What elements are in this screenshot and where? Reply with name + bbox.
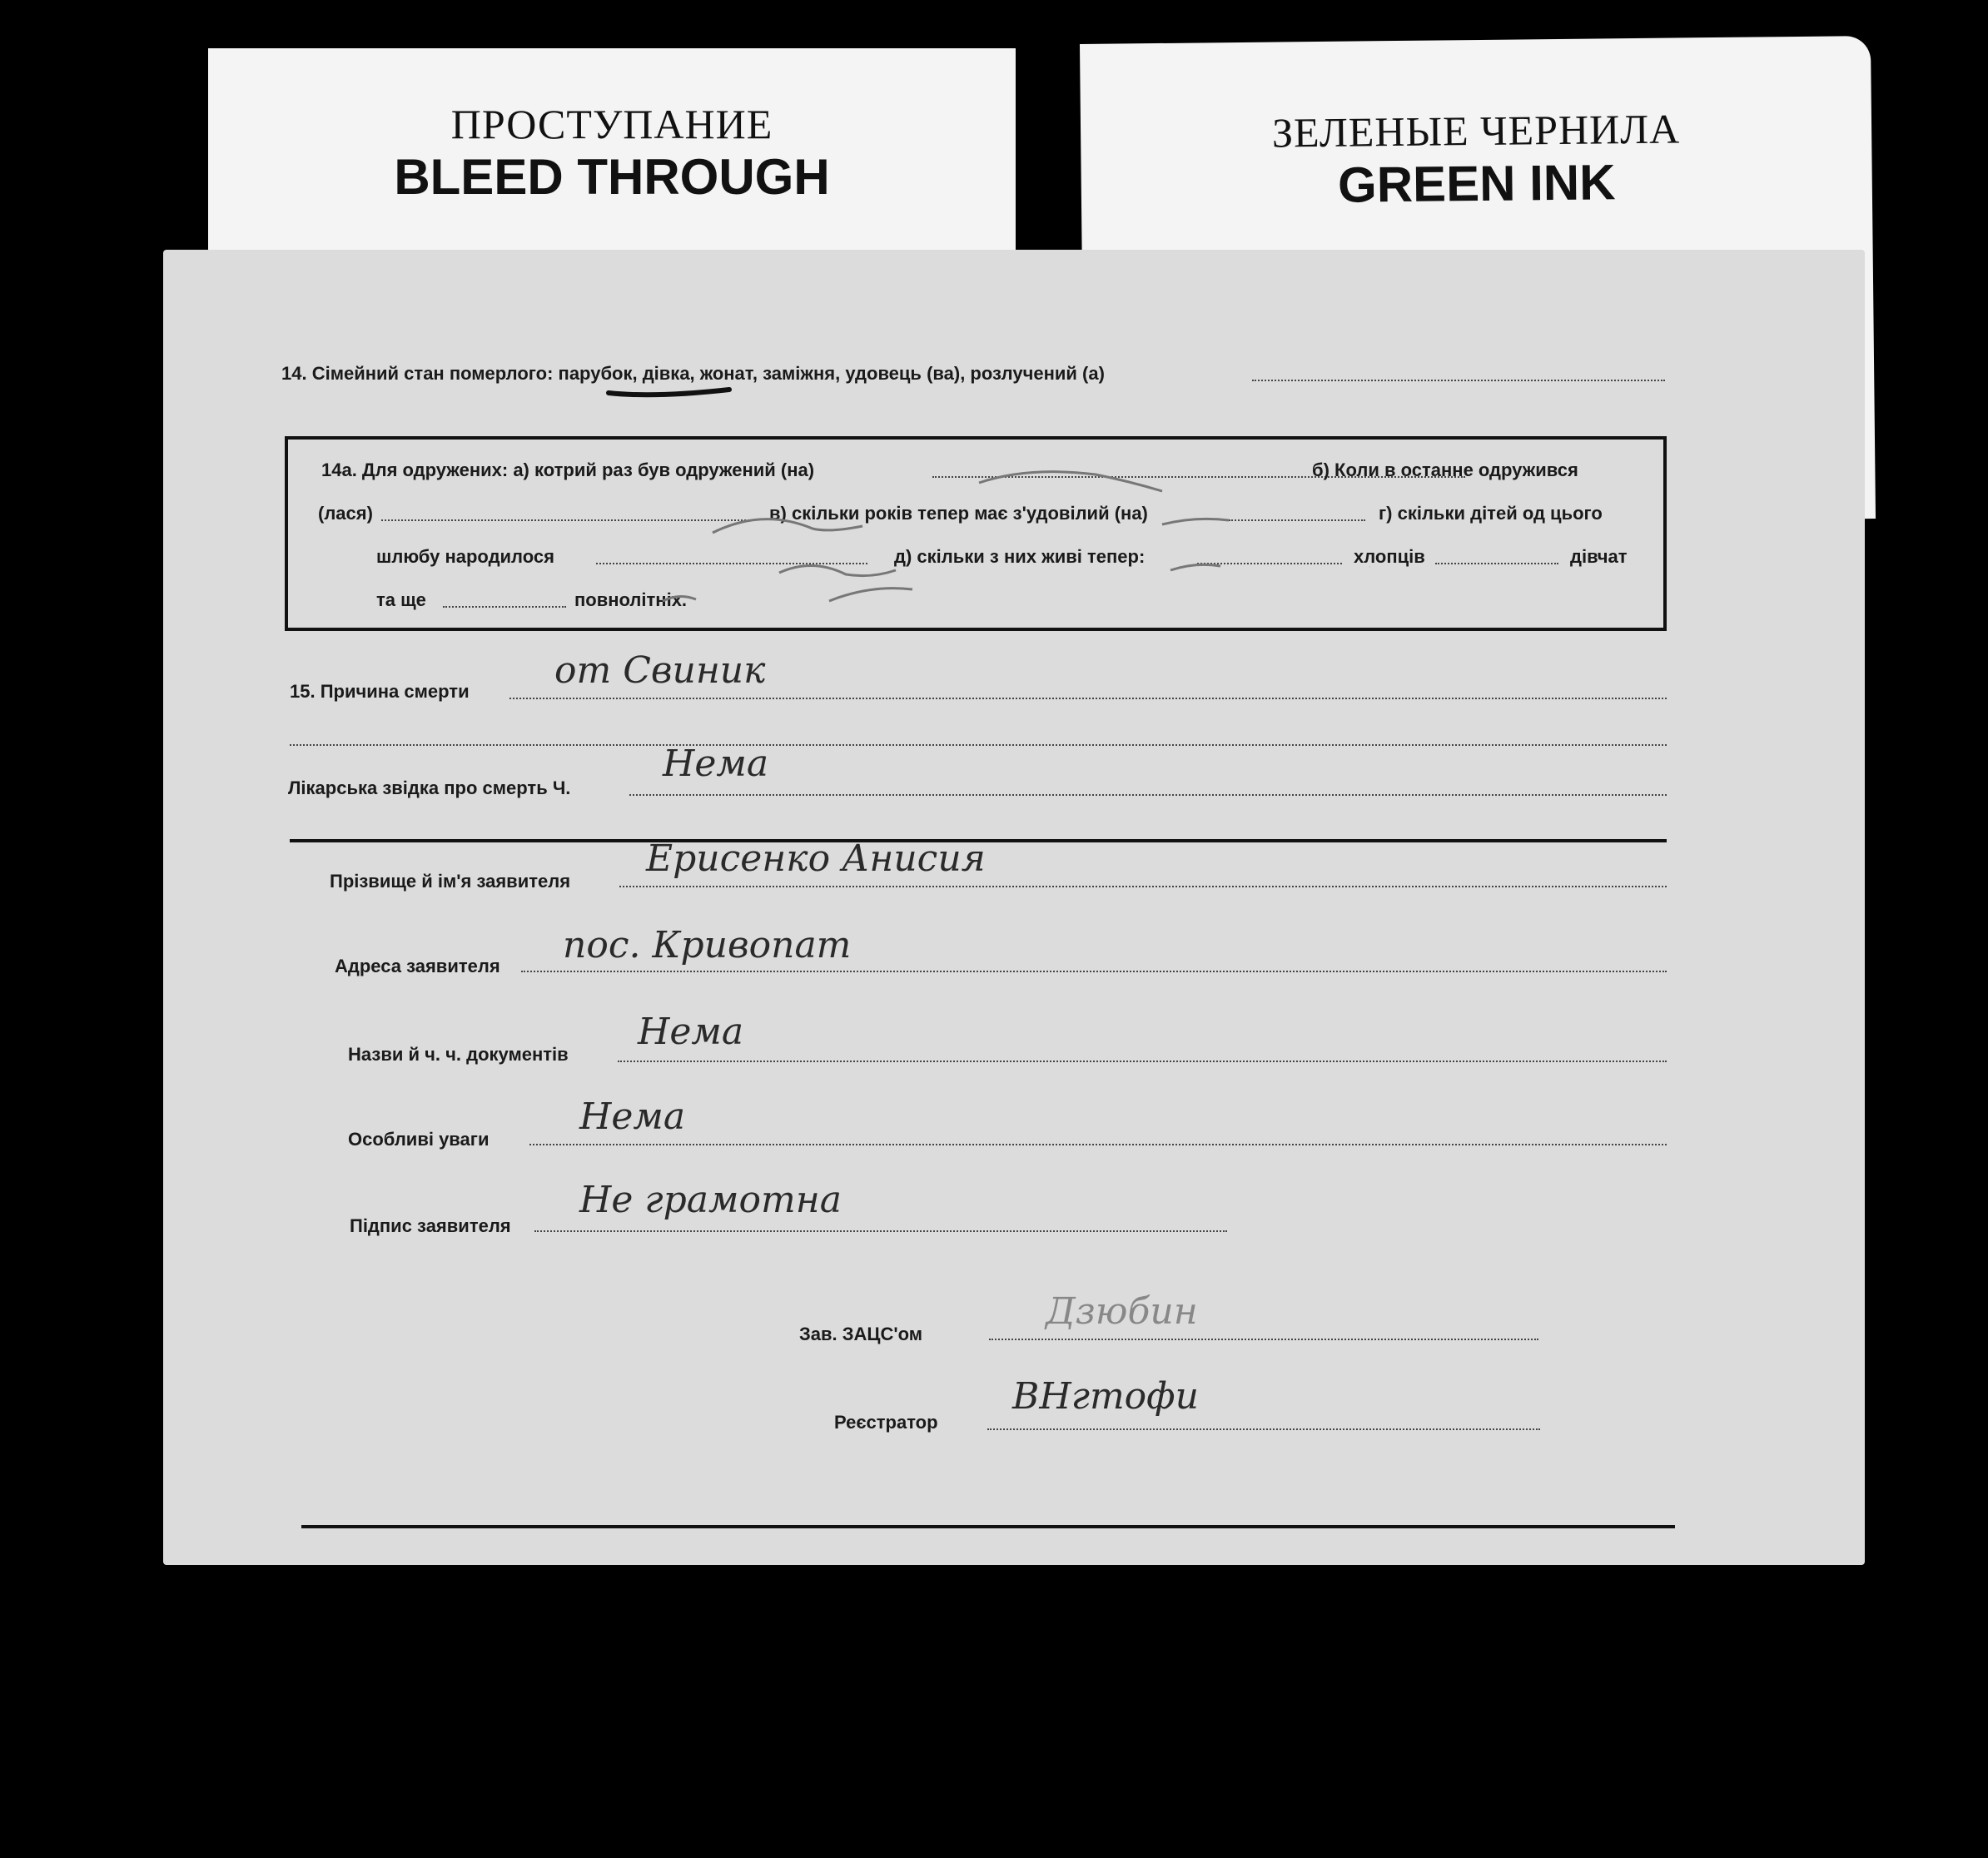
name-handwriting: Ерисенко Анисия: [646, 837, 986, 880]
tag-left-ru: ПРОСТУПАНИЕ: [450, 101, 773, 147]
bottom-line: [301, 1525, 1675, 1528]
addr-label: Адреса заявителя: [335, 956, 500, 976]
head-handwriting: Дзюбин: [1046, 1290, 1198, 1333]
q15-dots: [509, 698, 1667, 699]
docs-handwriting: Нема: [638, 1011, 744, 1053]
med-dots: [629, 794, 1667, 796]
name-dots: [619, 886, 1667, 887]
sign-handwriting: Не грамотна: [579, 1179, 842, 1221]
reg-handwriting: ВНгтофи: [1012, 1375, 1199, 1418]
q15-dots-2: [290, 744, 1667, 746]
q14a-l1a: 14а. Для одружених: а) котрий раз був одружений (на): [321, 460, 815, 480]
head-dots: [989, 1339, 1538, 1340]
q14a-l4a: та ще: [376, 589, 426, 610]
cause-handwriting: от Свиник: [554, 649, 766, 692]
faint-dash-marks: [330, 450, 1370, 616]
sign-label: Підпис заявителя: [350, 1215, 511, 1236]
tag-right-ru: ЗЕЛЕНЫЕ ЧЕРНИЛА: [1271, 105, 1681, 156]
q14a-l2b: в) скільки років тепер має з'удовілий (на): [769, 503, 1148, 524]
reg-label: Реєстратор: [834, 1412, 938, 1433]
q14a-l4b: повнолітніх.: [574, 589, 688, 610]
q14-underline-mark: [604, 383, 738, 400]
q15-label: 15. Причина смерти: [290, 681, 470, 702]
q14a-l2a: (лася): [318, 503, 373, 524]
addr-handwriting: пос. Кривопат: [563, 924, 852, 966]
q14a-l1b: б) Коли в останне одружився: [1312, 460, 1578, 480]
q14a-l3c: хлопців: [1354, 546, 1425, 567]
notes-dots: [529, 1144, 1667, 1145]
bleed-through-tag: [208, 48, 1016, 266]
notes-label: Особливі уваги: [348, 1129, 490, 1150]
death-record-card: [163, 250, 1865, 1565]
docs-dots: [618, 1061, 1667, 1062]
med-label: Лікарська звідка про смерть Ч.: [288, 777, 571, 798]
q14-label: 14. Сімейний стан померлого: парубок, дівка, жонат, заміжня, удовець (ва), розлучений (а): [281, 363, 1105, 384]
notes-handwriting: Нема: [579, 1095, 686, 1138]
addr-dots: [521, 971, 1667, 972]
reg-dots: [987, 1428, 1540, 1430]
sign-dots: [534, 1230, 1227, 1232]
q14a-l3a: шлюбу народилося: [376, 546, 554, 567]
docs-label: Назви й ч. ч. документів: [348, 1044, 569, 1065]
med-handwriting: Нема: [663, 743, 769, 785]
q14a-l3-dots3: [1435, 563, 1558, 564]
head-label: Зав. ЗАЦС'ом: [799, 1324, 923, 1344]
q14a-l3b: д) скільки з них живі тепер:: [894, 546, 1146, 567]
q14a-l3d: дівчат: [1570, 546, 1628, 567]
q14a-l2c: г) скільки дітей од цього: [1379, 503, 1603, 524]
tag-left-en: BLEED THROUGH: [394, 149, 830, 205]
q14-dots: [1252, 380, 1665, 381]
name-label: Прізвище й ім'я заявителя: [330, 871, 571, 892]
tag-right-en: GREEN INK: [1337, 154, 1616, 213]
